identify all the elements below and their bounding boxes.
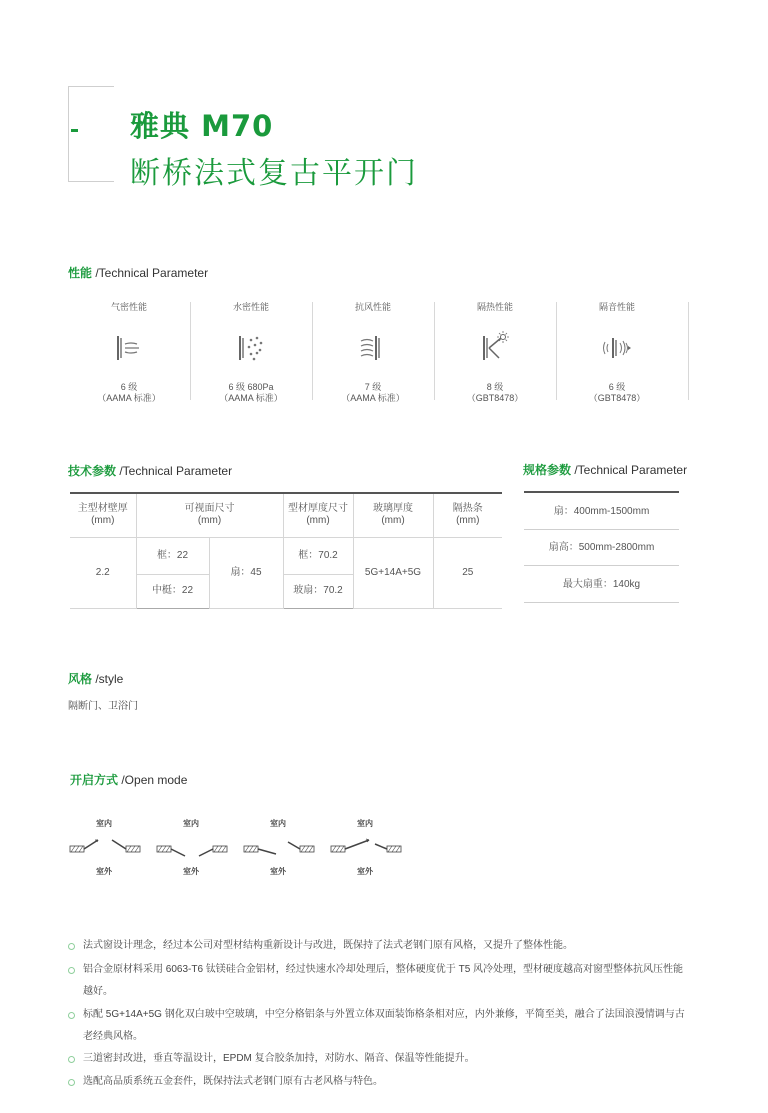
tech-parameter-table bbox=[70, 492, 502, 609]
header-frame bbox=[68, 86, 114, 182]
watertight-icon bbox=[231, 328, 271, 368]
feature-bullet-1: 法式窗设计理念，经过本公司对型材结构重新设计与改进，既保持了法式老钢门原有风格，又提升了整体性能。 bbox=[68, 935, 698, 957]
tech-heading-en: /Technical Parameter bbox=[116, 464, 233, 478]
cell-sash: 扇：45 bbox=[209, 537, 283, 608]
soundproof-icon bbox=[597, 328, 637, 368]
insulation-icon bbox=[475, 328, 515, 368]
open-mode-heading bbox=[70, 771, 187, 788]
perf-name: 隔热性能 bbox=[476, 302, 513, 312]
open-mode-heading-cn: 开启方式 bbox=[70, 773, 119, 787]
outdoor-label: 室外 bbox=[183, 867, 199, 876]
feature-bullet-2: 铝合金原材料采用 6063-T6 钛镁硅合金铝材，经过快速水冷却处理后，整体硬度优于 T5 风冷处理，型材硬度越高对窗型整体抗风压性能 bbox=[68, 959, 698, 981]
open-mode-diagram-1 bbox=[68, 818, 148, 880]
door-swing-inward-right-icon bbox=[329, 832, 403, 862]
style-heading-en: /style bbox=[92, 672, 124, 686]
product-subtitle: 断桥法式复古平开门 bbox=[130, 156, 418, 191]
bullet-dot-icon bbox=[68, 1079, 75, 1086]
spec-heading-cn: 规格参数 bbox=[523, 463, 572, 477]
perf-item-airtight bbox=[68, 300, 190, 402]
spec-row-max-weight: 最大扇重：140kg bbox=[524, 566, 679, 603]
tech-heading bbox=[68, 462, 232, 479]
feature-bullet-3: 标配 5G+14A+5G 钢化双白玻中空玻璃，中空分格铝条与外置立体双面装饰格条相对应，内外兼修，平简至美，融合了法国浪漫情调与古 bbox=[68, 1004, 698, 1026]
header-glass: 玻璃厚度 (mm) bbox=[353, 493, 433, 537]
open-mode-diagram-2 bbox=[155, 818, 235, 880]
indoor-label: 室内 bbox=[96, 819, 112, 828]
cell-frame: 框：22 bbox=[136, 537, 209, 574]
spec-row-sash-width: 扇：400mm-1500mm bbox=[524, 493, 679, 530]
spec-heading bbox=[523, 461, 687, 478]
cell-profile-glass-sash: 玻扇：70.2 bbox=[283, 574, 353, 608]
bullet-dot-icon bbox=[68, 1056, 75, 1063]
perf-standard: （AAMA 标准） bbox=[219, 393, 283, 403]
header-strip: 隔热条 (mm) bbox=[433, 493, 502, 537]
perf-value: 6 级 bbox=[120, 382, 138, 392]
feature-bullet-4: 三道密封改进，垂直等温设计，EPDM 复合胶条加持，对防水、隔音、保温等性能提升。 bbox=[68, 1048, 698, 1070]
style-heading-cn: 风格 bbox=[68, 672, 93, 686]
perf-standard: （GBT8478） bbox=[466, 393, 524, 403]
style-heading bbox=[68, 670, 123, 687]
door-swing-single-icon bbox=[242, 832, 316, 862]
cell-glass: 5G+14A+5G bbox=[353, 537, 433, 608]
perf-name: 抗风性能 bbox=[354, 302, 391, 312]
header-visible: 可视面尺寸 (mm) bbox=[136, 493, 283, 537]
door-swing-outward-icon bbox=[155, 832, 229, 862]
performance-heading-en: /Technical Parameter bbox=[92, 266, 209, 280]
header-accent-dash bbox=[71, 129, 78, 132]
perf-value: 7 级 bbox=[364, 382, 382, 392]
style-text: 隔断门、卫浴门 bbox=[68, 701, 138, 712]
bullet-dot-icon bbox=[68, 943, 75, 950]
spec-row-sash-height: 扇高：500mm-2800mm bbox=[524, 529, 679, 566]
open-mode-diagram-3 bbox=[242, 818, 322, 880]
perf-value: 6 级 680Pa bbox=[228, 382, 274, 392]
indoor-label: 室内 bbox=[183, 819, 199, 828]
header-profile: 型材厚度尺寸 (mm) bbox=[283, 493, 353, 537]
feature-bullet-5: 选配高品质系统五金套件，既保持法式老钢门原有古老风格与特色。 bbox=[68, 1071, 698, 1093]
cell-mid-frame: 中梃：22 bbox=[136, 574, 209, 608]
feature-bullet-2-cont: 越好。 bbox=[83, 986, 113, 997]
header-wall: 主型材壁厚 (mm) bbox=[70, 493, 136, 537]
perf-standard: （GBT8478） bbox=[588, 393, 646, 403]
outdoor-label: 室外 bbox=[357, 867, 373, 876]
tech-heading-cn: 技术参数 bbox=[68, 464, 117, 478]
outdoor-label: 室外 bbox=[270, 867, 286, 876]
indoor-label: 室内 bbox=[357, 819, 373, 828]
performance-heading bbox=[68, 264, 208, 281]
performance-heading-cn: 性能 bbox=[68, 266, 93, 280]
perf-standard: （AAMA 标准） bbox=[341, 393, 405, 403]
cell-wall: 2.2 bbox=[70, 537, 136, 608]
bullet-dot-icon bbox=[68, 967, 75, 974]
wind-resistance-icon bbox=[353, 328, 393, 368]
perf-standard: （AAMA 标准） bbox=[97, 393, 161, 403]
perf-item-watertight bbox=[190, 300, 312, 402]
outdoor-label: 室外 bbox=[96, 867, 112, 876]
perf-value: 6 级 bbox=[608, 382, 626, 392]
perf-value: 8 级 bbox=[486, 382, 504, 392]
perf-name: 水密性能 bbox=[232, 302, 269, 312]
cell-strip: 25 bbox=[433, 537, 502, 608]
perf-divider bbox=[688, 302, 689, 400]
perf-name: 气密性能 bbox=[110, 302, 147, 312]
open-mode-diagram-4 bbox=[329, 818, 409, 880]
indoor-label: 室内 bbox=[270, 819, 286, 828]
perf-item-soundproof bbox=[556, 300, 678, 402]
feature-bullet-3-cont: 老经典风格。 bbox=[83, 1031, 143, 1042]
cell-profile-frame: 框：70.2 bbox=[283, 537, 353, 574]
perf-item-insulation bbox=[434, 300, 556, 402]
door-swing-inward-left-icon bbox=[68, 832, 142, 862]
perf-name: 隔音性能 bbox=[598, 302, 635, 312]
open-mode-heading-en: /Open mode bbox=[118, 773, 188, 787]
spec-heading-en: /Technical Parameter bbox=[571, 463, 688, 477]
airtight-icon bbox=[109, 328, 149, 368]
product-title: 雅典 M70 bbox=[130, 109, 274, 143]
perf-item-wind bbox=[312, 300, 434, 402]
bullet-dot-icon bbox=[68, 1012, 75, 1019]
